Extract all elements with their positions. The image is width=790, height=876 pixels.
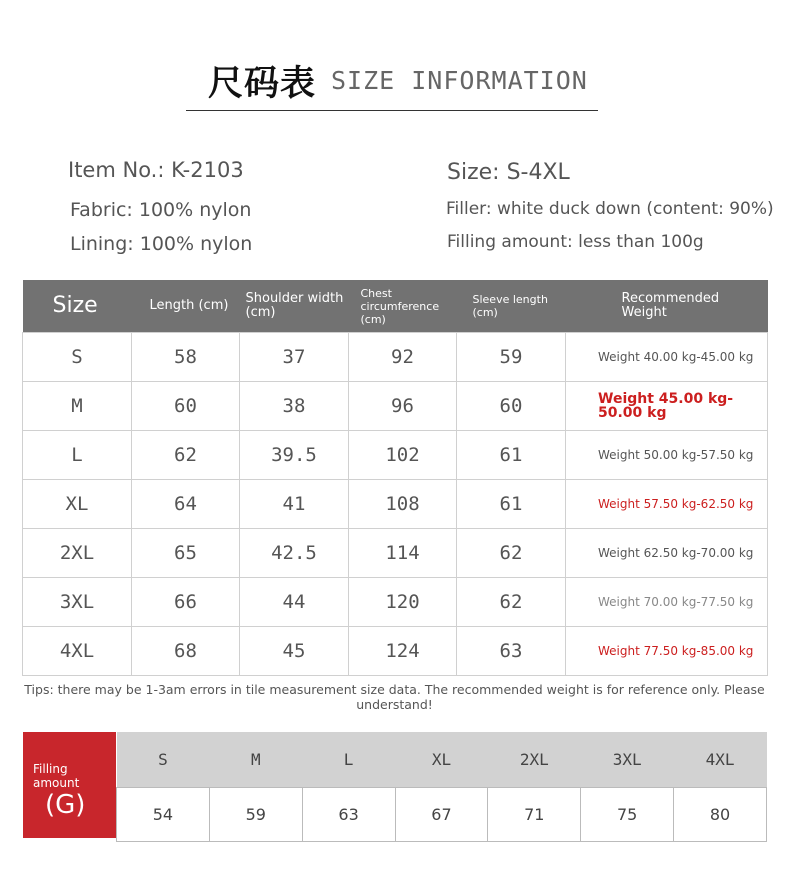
title-chinese: 尺码表 <box>208 64 317 104</box>
filling-size: 2XL <box>488 732 581 788</box>
size-range: Size: S-4XL <box>447 160 570 185</box>
filling-size: S <box>117 732 210 788</box>
cell-shoulder: 38 <box>240 382 349 431</box>
table-row <box>23 382 768 431</box>
table-row <box>23 627 768 676</box>
cell-weight: Weight 70.00 kg-77.50 kg <box>566 578 768 627</box>
tips-note: Tips: there may be 1-3am errors in tile measurement size data. The recommended weight is for reference only. Please understand! <box>24 682 765 712</box>
cell-size: 2XL <box>23 529 132 578</box>
cell-weight: Weight 45.00 kg-50.00 kg <box>566 382 768 431</box>
cell-chest: 120 <box>349 578 457 627</box>
filling-label: Filling amount <box>33 762 80 790</box>
header-size: Size <box>23 280 132 333</box>
filling-size: M <box>209 732 302 788</box>
cell-shoulder: 39.5 <box>240 431 349 480</box>
table-row <box>23 578 768 627</box>
filling-value: 63 <box>302 788 395 842</box>
cell-weight: Weight 57.50 kg-62.50 kg <box>566 480 768 529</box>
header-sleeve: Sleeve length (cm) <box>457 280 566 333</box>
cell-size: XL <box>23 480 132 529</box>
filling-value: 54 <box>117 788 210 842</box>
cell-size: L <box>23 431 132 480</box>
cell-weight: Weight 77.50 kg-85.00 kg <box>566 627 768 676</box>
cell-weight: Weight 40.00 kg-45.00 kg <box>566 333 768 382</box>
table-row <box>23 529 768 578</box>
filling-table <box>116 732 767 842</box>
filling-value: 80 <box>674 788 767 842</box>
cell-size: M <box>23 382 132 431</box>
cell-sleeve: 59 <box>457 333 566 382</box>
filling-value: 75 <box>581 788 674 842</box>
cell-length: 64 <box>132 480 240 529</box>
fabric-info: Fabric: 100% nylon <box>70 199 252 221</box>
cell-sleeve: 60 <box>457 382 566 431</box>
lining-info: Lining: 100% nylon <box>70 233 253 255</box>
item-number: Item No.: K-2103 <box>68 158 244 182</box>
filling-unit: (G) <box>45 790 86 820</box>
cell-sleeve: 63 <box>457 627 566 676</box>
cell-length: 62 <box>132 431 240 480</box>
cell-length: 68 <box>132 627 240 676</box>
filler-info: Filler: white duck down (content: 90%) <box>446 199 774 219</box>
size-table <box>22 280 768 676</box>
cell-size: 4XL <box>23 627 132 676</box>
size-table-header <box>23 280 768 333</box>
filling-value: 59 <box>209 788 302 842</box>
cell-shoulder: 42.5 <box>240 529 349 578</box>
cell-length: 65 <box>132 529 240 578</box>
cell-sleeve: 62 <box>457 529 566 578</box>
cell-chest: 92 <box>349 333 457 382</box>
filling-size: XL <box>395 732 488 788</box>
cell-chest: 114 <box>349 529 457 578</box>
filling-value: 67 <box>395 788 488 842</box>
cell-weight: Weight 50.00 kg-57.50 kg <box>566 431 768 480</box>
cell-chest: 108 <box>349 480 457 529</box>
cell-length: 60 <box>132 382 240 431</box>
cell-sleeve: 61 <box>457 431 566 480</box>
cell-shoulder: 41 <box>240 480 349 529</box>
filling-table-block <box>23 732 767 838</box>
title-block <box>186 48 598 111</box>
cell-shoulder: 37 <box>240 333 349 382</box>
filling-amount-info: Filling amount: less than 100g <box>447 232 704 252</box>
cell-length: 66 <box>132 578 240 627</box>
cell-size: S <box>23 333 132 382</box>
filling-size: 4XL <box>674 732 767 788</box>
header-chest: Chest circumference (cm) <box>349 280 457 333</box>
cell-shoulder: 44 <box>240 578 349 627</box>
title-english: SIZE INFORMATION <box>331 66 588 95</box>
filling-size: 3XL <box>581 732 674 788</box>
cell-length: 58 <box>132 333 240 382</box>
header-length: Length (cm) <box>132 280 240 333</box>
filling-value-row <box>117 788 767 842</box>
cell-chest: 102 <box>349 431 457 480</box>
table-row <box>23 480 768 529</box>
filling-size: L <box>302 732 395 788</box>
cell-size: 3XL <box>23 578 132 627</box>
cell-chest: 124 <box>349 627 457 676</box>
cell-sleeve: 61 <box>457 480 566 529</box>
filling-value: 71 <box>488 788 581 842</box>
table-row <box>23 333 768 382</box>
cell-shoulder: 45 <box>240 627 349 676</box>
cell-weight: Weight 62.50 kg-70.00 kg <box>566 529 768 578</box>
filling-label-box <box>23 732 116 838</box>
cell-chest: 96 <box>349 382 457 431</box>
filling-size-row <box>117 732 767 788</box>
header-shoulder: Shoulder width (cm) <box>240 280 349 333</box>
cell-sleeve: 62 <box>457 578 566 627</box>
table-row <box>23 431 768 480</box>
header-weight: Recommended Weight <box>566 280 768 333</box>
